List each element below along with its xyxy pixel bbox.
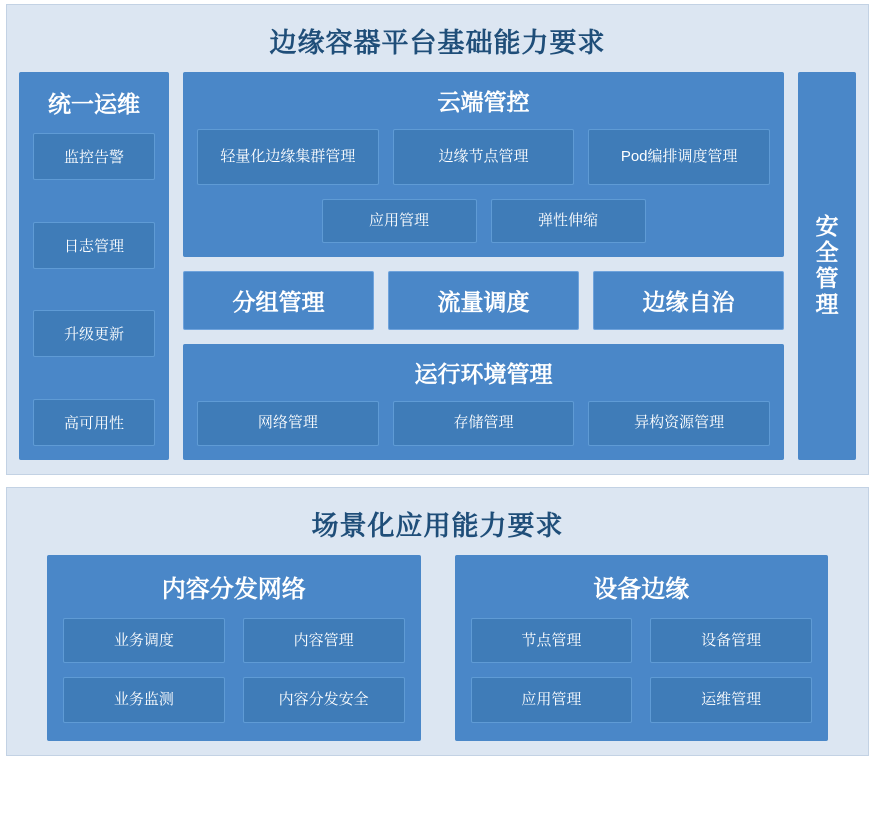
tile-network-management: 网络管理 <box>197 401 379 445</box>
runtime-environment-row <box>197 401 770 445</box>
tile-traffic-scheduling: 流量调度 <box>388 271 579 330</box>
unified-ops-items <box>33 133 155 446</box>
tile-node-management: 节点管理 <box>471 618 633 664</box>
middle-capability-row <box>183 271 784 330</box>
tile-group-management: 分组管理 <box>183 271 374 330</box>
cdn-box <box>47 555 421 741</box>
tile-content-management: 内容管理 <box>243 618 405 664</box>
security-management-column <box>798 72 856 460</box>
tile-pod-orchestration-scheduling-management: Pod编排调度管理 <box>588 129 770 185</box>
tile-app-management-device: 应用管理 <box>471 677 633 723</box>
security-management-title: 安全管理 <box>815 213 839 317</box>
device-edge-grid <box>471 618 813 723</box>
ops-item-monitoring-alert: 监控告警 <box>33 133 155 180</box>
tile-device-management: 设备管理 <box>650 618 812 664</box>
cloud-management-row-1 <box>197 129 770 185</box>
tile-business-scheduling: 业务调度 <box>63 618 225 664</box>
device-edge-title: 设备边缘 <box>593 575 690 603</box>
tile-storage-management: 存储管理 <box>393 401 575 445</box>
cloud-management-title: 云端管控 <box>437 89 530 115</box>
tile-ops-management: 运维管理 <box>650 677 812 723</box>
unified-ops-column <box>19 72 169 460</box>
ops-item-upgrade-update: 升级更新 <box>33 310 155 357</box>
scenario-application-panel <box>6 487 869 756</box>
page-title: 边缘容器平台基础能力要求 <box>269 28 606 58</box>
cdn-grid <box>63 618 405 723</box>
top-panel-body <box>19 72 856 460</box>
tile-edge-autonomy: 边缘自治 <box>593 271 784 330</box>
tile-business-monitoring: 业务监测 <box>63 677 225 723</box>
tile-heterogeneous-resource-management: 异构资源管理 <box>588 401 770 445</box>
runtime-environment-group <box>183 344 784 459</box>
runtime-environment-title: 运行环境管理 <box>414 361 553 388</box>
unified-ops-title: 统一运维 <box>48 91 140 117</box>
tile-content-delivery-security: 内容分发安全 <box>243 677 405 723</box>
cdn-title: 内容分发网络 <box>161 575 306 603</box>
scenario-panel-body <box>19 555 856 741</box>
device-edge-box <box>455 555 829 741</box>
tile-lightweight-edge-cluster-management: 轻量化边缘集群管理 <box>197 129 379 185</box>
tile-elastic-scaling: 弹性伸缩 <box>491 199 646 243</box>
ops-item-high-availability: 高可用性 <box>33 399 155 446</box>
cloud-management-group <box>183 72 784 257</box>
cloud-management-row-2 <box>197 199 770 243</box>
center-column <box>183 72 784 460</box>
tile-edge-node-management: 边缘节点管理 <box>393 129 575 185</box>
scenario-panel-title: 场景化应用能力要求 <box>311 510 564 541</box>
ops-item-log-management: 日志管理 <box>33 222 155 269</box>
edge-container-platform-panel <box>6 4 869 475</box>
tile-application-management: 应用管理 <box>322 199 477 243</box>
